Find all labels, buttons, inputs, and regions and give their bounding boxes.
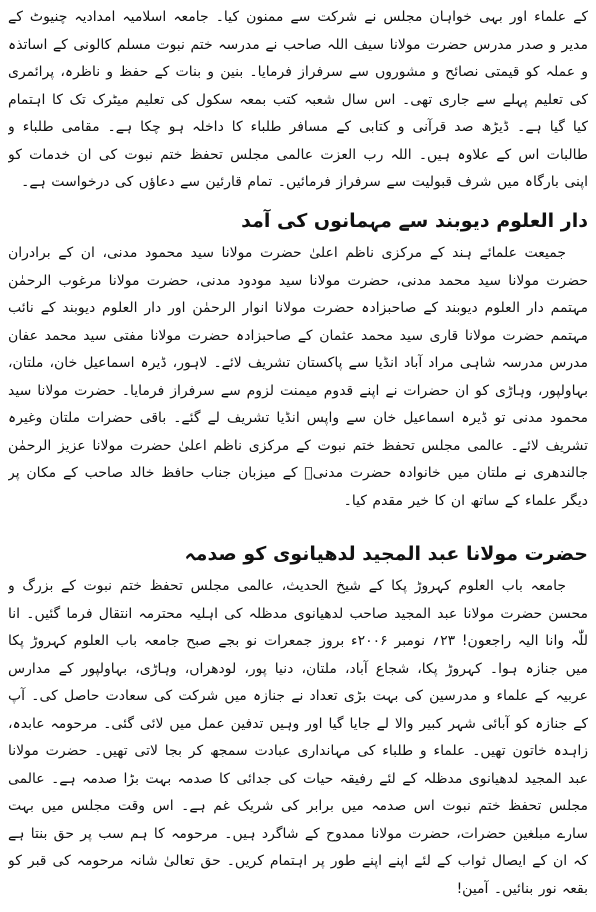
deoband-guests-paragraph: جمیعت علمائے ہند کے مرکزی ناظم اعلیٰ حضرت مولانا سید محمود مدنی، ان کے برادران حضرت مولانا سید محمد مدنی، حضرت مولانا سید مودود مدنی، حضرت مولانا مرغوب الرحمٰن مہتمم دار العلوم دیوبند کے صاحبزادہ حضرت مولانا انوار الرحمٰن اور دار العلوم دیوبند کے نائب مہتمم حضرت مولانا قاری سید محمد عثمان کے صاحبزادہ حضرت مولانا مفتی سید محمد عفان مدرس مدرسہ شاہی مراد آباد انڈیا سے پاکستان تشریف لائے۔ لاہور، ڈیرہ اسماعیل خان، ملتان، بہاولپور، وہاڑی کو ان حضرات نے اپنے قدوم میمنت لزوم سے سرفراز فرمایا۔ حضرت مولانا سید محمود مدنی تو ڈیرہ اسماعیل خان سے واپس انڈیا تشریف لے گئے۔ باقی حضرات ملتان وغیرہ تشریف لائے۔ عالمی مجلس تحفظ ختم نبوت کے مرکزی ناظم اعلیٰ حضرت مولانا عزیز الرحمٰن جالندھری نے ملتان میں خانوادہ حضرت مدنیؒ کے میزبان جناب حافظ خالد صاحب کے مکان پر دیگر علماء کے ساتھ ان کا خیر مقدم کیا۔ (8, 245, 588, 509)
condolence-section (8, 533, 588, 903)
intro-paragraph: کے علماء اور بہی خواہان مجلس نے شرکت سے ممنون کیا۔ جامعہ اسلامیہ امدادیہ چنیوٹ کے مدیر و صدر مدرس حضرت مولانا سیف اللہ صاحب نے مدرسہ ختم نبوت مسلم کالونی کے اساتذہ و عملہ کو قیمتی نصائح و مشوروں سے سرفراز فرمایا۔ بنین و بنات کے حفظ و ناظرہ، پرائمری کی تعلیم پہلے سے جاری تھی۔ اس سال شعبہ کتب بمعہ سکول کی تعلیم میٹرک تک کا اہتمام کیا گیا ہے۔ ڈیڑھ صد قرآنی و کتابی کے مسافر طلباء کا داخلہ ہو چکا ہے۔ مقامی طلباء و طالبات اس کے علاوہ ہیں۔ اللہ رب العزت عالمی مجلس تحفظ ختم نبوت کی ان خدمات کو اپنی بارگاہ میں شرف قبولیت سے سرفراز فرمائیں۔ تمام قارئین سے دعاؤں کی درخواست ہے۔ (8, 9, 588, 190)
condolence-paragraph: جامعہ باب العلوم کہروڑ پکا کے شیخ الحدیث، عالمی مجلس تحفظ ختم نبوت کے بزرگ و محسن حضرت مولانا عبد المجید صاحب لدھیانوی مدظلہ کی اہلیہ محترمہ انتقال فرما گئیں۔ انا للّٰہ وانا الیہ راجعون! ۲۳؍ نومبر ۲۰۰۶ء بروز جمعرات نو بجے صبح جامعہ باب العلوم کہروڑ پکا میں جنازہ ہوا۔ کہروڑ پکا، شجاع آباد، ملتان، دنیا پور، لودھراں، وہاڑی، بہاولپور کے مدارس عربیہ کے علماء و مدرسین کی بہت بڑی تعداد نے جنازہ میں شرکت کی سعادت حاصل کی۔ آپ کے جنازہ کو آبائی شہر کبیر والا لے جایا گیا اور وہیں تدفین عمل میں لائی گئی۔ مرحومہ عابدہ، زاہدہ خاتون تھیں۔ علماء و طلباء کی مہانداری عبادت سمجھ کر بجا لاتی تھیں۔ حضرت مولانا عبد المجید لدھیانوی مدظلہ کے لئے رفیقہ حیات کی جدائی کا صدمہ بہت بڑا صدمہ ہے۔ عالمی مجلس تحفظ ختم نبوت اس صدمہ میں برابر کی شریک غم ہے۔ اس وقت مجلس میں بہت سارے مبلغین حضرات، حضرت مولانا ممدوح کے شاگرد ہیں۔ مرحومہ کا ہم سب پر حق بنتا ہے کہ ان کے ایصال ثواب کے لئے اپنے اپنے طور پر اہتمام کریں۔ حق تعالیٰ شانہ مرحومہ کی قبر کو بقعہ نور بنائیں۔ آمین! (8, 578, 588, 897)
condolence-heading: حضرت مولانا عبد المجید لدھیانوی کو صدمہ (184, 543, 588, 565)
deoband-guests-heading: دار العلوم دیوبند سے مہمانوں کی آمد (241, 210, 588, 232)
document-page (8, 4, 588, 908)
intro-section (8, 4, 588, 200)
deoband-guests-section (8, 200, 588, 533)
